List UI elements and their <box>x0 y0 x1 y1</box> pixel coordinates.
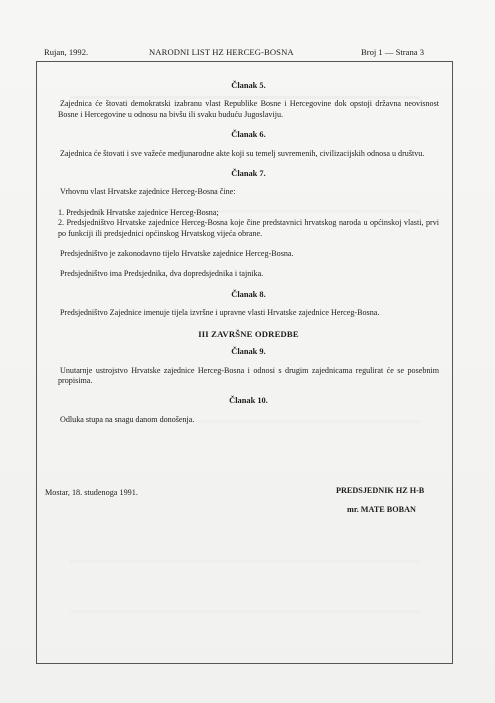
article-text: Predsjedništvo je zakonodavno tijelo Hrvatske zajednice Herceg-Bosna. <box>60 249 294 259</box>
signer-name: mr. MATE BOBAN <box>347 505 416 514</box>
list-item: 2. Predsjedništvo Hrvatske zajednice Herceg-Bosna koje čine predstavnici hrvatskog naroda u općinskoj vlasti, prvi po funkciji ili predsjednici općinskog Hrvatskog vijeća obrane. <box>58 218 439 238</box>
article-text: Zajednica će štovati demokratski izabranu vlast Republike Bosne i Hercegovine dok opstoji državna neovisnost Bosne i Hercegovine u odnosu na bivšu ili svaku buduću Jugoslaviju. <box>58 99 439 119</box>
article-text: Predsjedništvo ima Predsjednika, dva dopredsjednika i tajnika. <box>60 269 264 279</box>
article-title: Članak 5. <box>231 81 266 90</box>
page-header <box>0 47 495 61</box>
article-intro: Vrhovnu vlast Hrvatske zajednice Herceg-Bosna čine: <box>60 187 236 197</box>
header-date: Rujan, 1992. <box>44 47 89 57</box>
show-through-line <box>70 560 420 563</box>
article-title: Članak 9. <box>231 347 266 357</box>
place-and-date: Mostar, 18. studenoga 1991. <box>45 488 138 497</box>
article-text: Predsjedništvo Zajednice imenuje tijela izvršne i upravne vlasti Hrvatske zajednice Herceg-Bosna. <box>60 308 380 318</box>
article-list <box>58 208 439 239</box>
article-text: Unutarnje ustrojstvo Hrvatske zajednice Herceg-Bosna i odnosi s drugim zajednicama regulirat će se posebnim propisima. <box>58 365 439 385</box>
document-body <box>58 81 439 435</box>
header-publication: NARODNI LIST HZ HERCEG-BOSNA <box>149 47 294 57</box>
header-issue: Broj 1 — Strana 3 <box>361 47 425 57</box>
article-text: Odluka stupa na snagu danom donošenja. <box>60 414 195 424</box>
section-heading: III ZAVRŠNE ODREDBE <box>198 328 299 339</box>
article-title: Članak 6. <box>231 130 266 140</box>
article-text: Zajednica će štovati i sve važeće medjunarodne akte koji su temelj suvremenih, civilizacijskih odnosa u društvu. <box>60 148 425 158</box>
article-title: Članak 10. <box>229 396 268 406</box>
signer-title: PREDSJEDNIK HZ H-B <box>336 486 425 495</box>
list-item: 1. Predsjednik Hrvatske zajednice Herceg-Bosna; <box>58 207 219 217</box>
article-title: Članak 7. <box>231 169 266 179</box>
article-title: Članak 8. <box>231 289 266 299</box>
show-through-line <box>70 610 420 613</box>
